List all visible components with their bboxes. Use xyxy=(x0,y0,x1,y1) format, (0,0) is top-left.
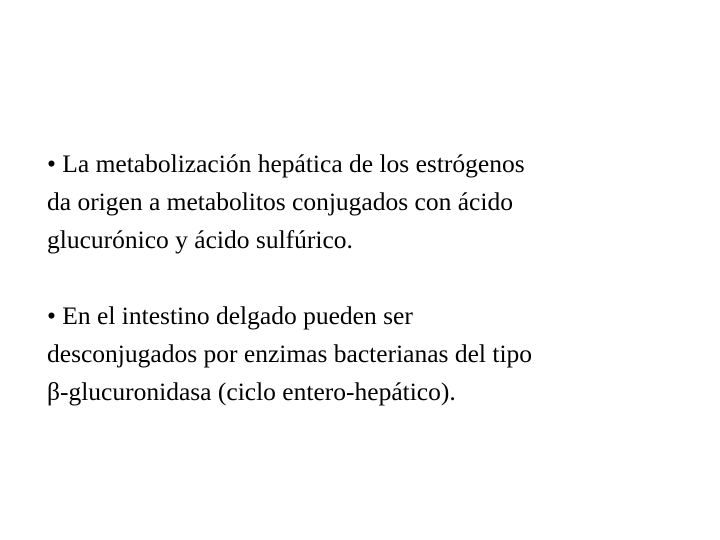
text-line: glucurónico y ácido sulfúrico. xyxy=(47,225,353,254)
bullet-paragraph-intestinal-deconjugation xyxy=(47,297,687,411)
text-line: β-glucuronidasa (ciclo entero-hepático). xyxy=(47,377,456,406)
bullet-paragraph-hepatic-metabolism xyxy=(47,145,687,259)
text-line: • En el intestino delgado pueden ser xyxy=(47,301,413,330)
slide-body xyxy=(47,145,687,411)
text-line: desconjugados por enzimas bacterianas del tipo xyxy=(47,339,533,368)
text-line: • La metabolización hepática de los estrógenos xyxy=(47,149,525,178)
text-line: da origen a metabolitos conjugados con ácido xyxy=(47,187,513,216)
